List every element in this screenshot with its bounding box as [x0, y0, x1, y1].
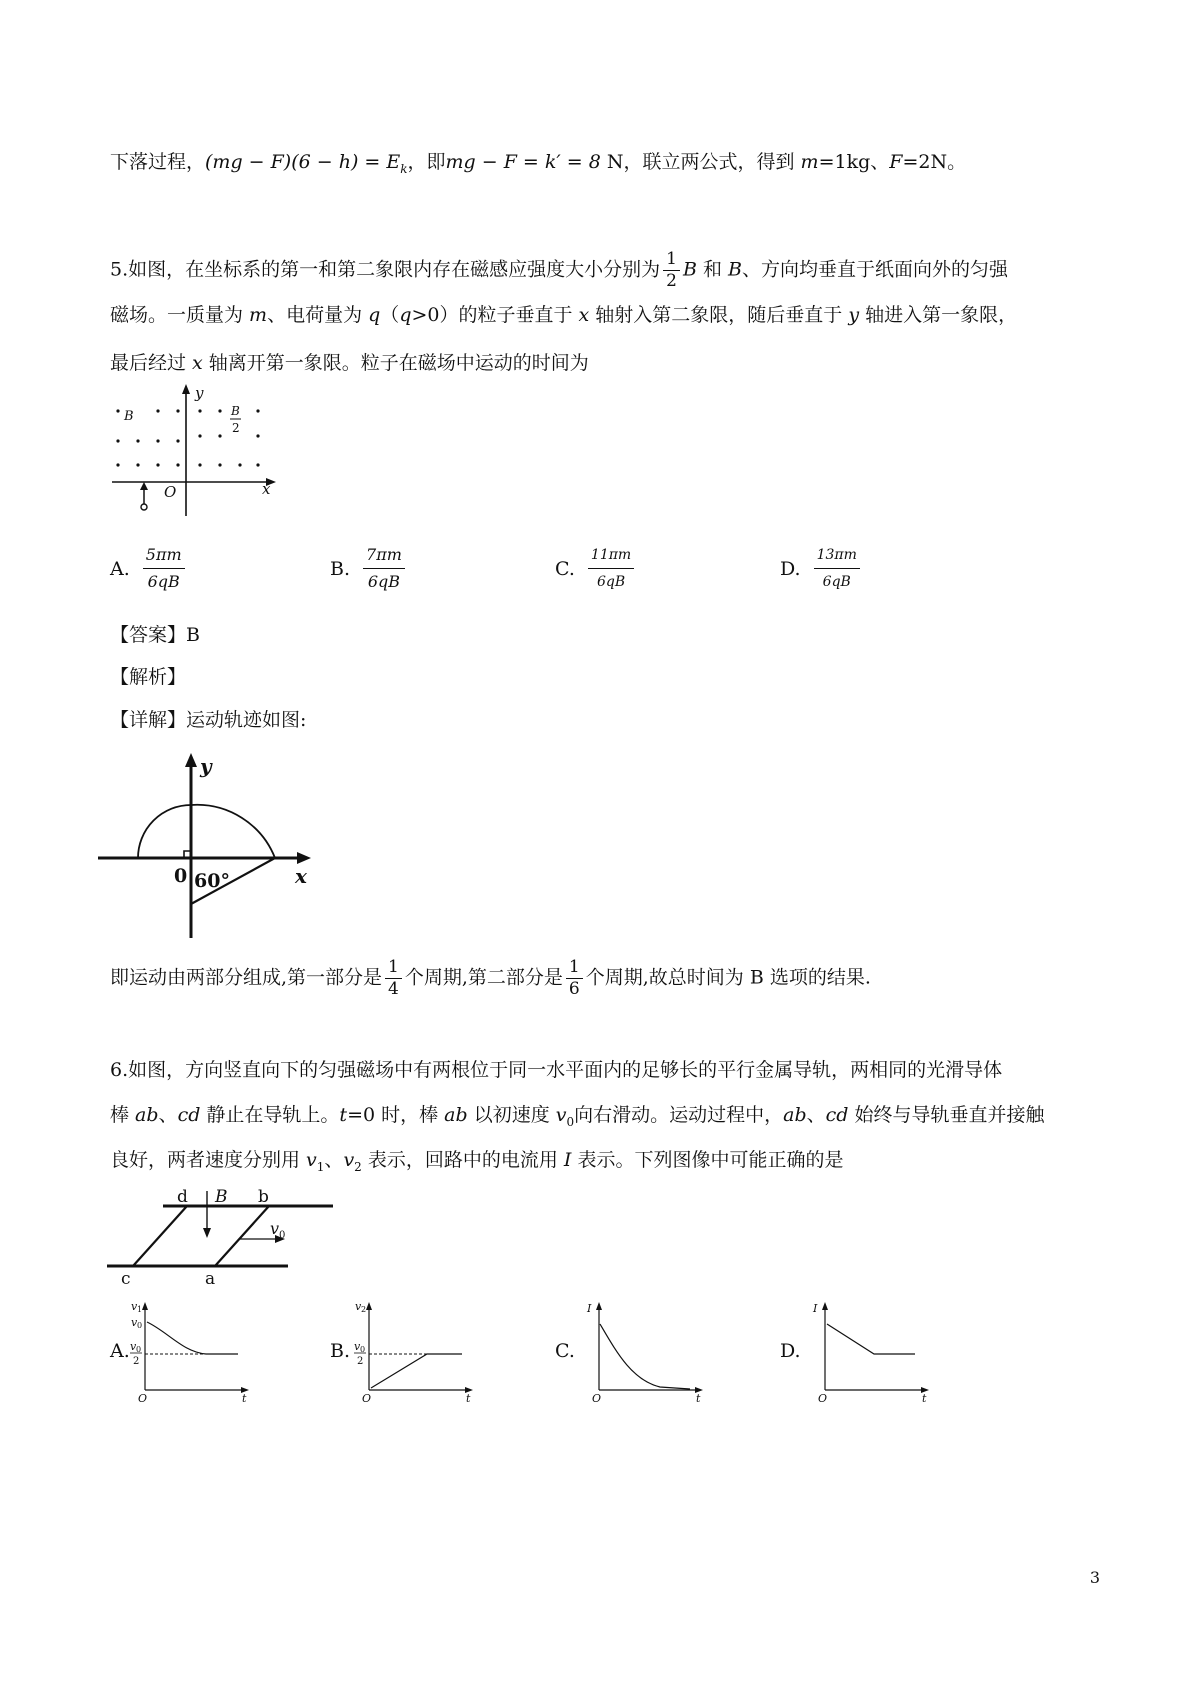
- label-B: B: [215, 1187, 228, 1207]
- svg-text:t: t: [922, 1392, 927, 1405]
- svg-text:O: O: [362, 1392, 372, 1405]
- q6-option-d[interactable]: D.: [780, 1340, 801, 1362]
- svg-text:0: 0: [137, 1321, 143, 1330]
- q5-field-figure: [100, 378, 290, 518]
- svg-text:v: v: [131, 1316, 138, 1329]
- q6-graph-c: [582, 1298, 712, 1405]
- quarter-fraction: $\frac{1}{4}$: [385, 958, 402, 999]
- field-label-B: B: [124, 409, 134, 424]
- q6-stem-line3: 良好，两者速度分别用 $v_1$、$v_2$ 表示，回路中的电流用 I 表示。下列图像中可能正确的是: [110, 1149, 844, 1174]
- svg-text:v: v: [355, 1300, 362, 1313]
- curve-c: [600, 1324, 690, 1389]
- y-axis-label: y: [195, 384, 204, 402]
- curve-b: [371, 1354, 462, 1388]
- origin-label: 0: [174, 865, 188, 887]
- q6-option-b[interactable]: B.: [330, 1340, 351, 1362]
- svg-text:t: t: [696, 1392, 701, 1405]
- q5-analysis-heading: 【解析】: [110, 666, 187, 688]
- svg-text:O: O: [818, 1392, 828, 1405]
- label-a: a: [205, 1269, 216, 1289]
- rod-cd: [133, 1206, 187, 1266]
- svg-text:0: 0: [360, 1345, 366, 1354]
- q5-stem-line2: 磁场。一质量为 m、电荷量为 q（q>0）的粒子垂直于 x 轴射入第二象限，随后垂直于 y 轴进入第一象限，: [110, 304, 1018, 326]
- label-d: d: [177, 1187, 188, 1207]
- quarter-arc: [138, 805, 191, 858]
- svg-text:2: 2: [357, 1356, 364, 1367]
- solution-line-fall: 下落过程，$(mg - F)(6 - h) = E_k$，即mg − F = k′ = 8 N，联立两公式，得到 m=1kg、F=2N。: [110, 151, 967, 176]
- svg-text:I: I: [587, 1302, 592, 1315]
- svg-text:O: O: [592, 1392, 602, 1405]
- q5-option-c[interactable]: C. $\frac{11\pi m}{6qB}$: [555, 543, 637, 594]
- page-number: 3: [1089, 1568, 1100, 1587]
- q5-option-a[interactable]: A. $\frac{5\pi m}{6qB}$: [110, 543, 188, 594]
- q6-rails-figure: [105, 1188, 340, 1288]
- svg-text:t: t: [242, 1392, 247, 1405]
- label-b: b: [258, 1187, 269, 1207]
- svg-text:t: t: [466, 1392, 471, 1405]
- q5-option-b[interactable]: B. $\frac{7\pi m}{6qB}$: [330, 543, 408, 594]
- svg-text:v: v: [354, 1340, 361, 1353]
- curve-a: [147, 1322, 238, 1354]
- q6-stem-line1: 6.如图，方向竖直向下的匀强磁场中有两根位于同一水平面内的足够长的平行金属导轨，两相同的光滑导体: [110, 1059, 1003, 1081]
- label-v0-sub: 0: [279, 1230, 286, 1241]
- q5-trajectory-figure: [98, 748, 328, 943]
- sixth-fraction: $\frac{1}{6}$: [566, 958, 583, 999]
- label-c: c: [121, 1269, 131, 1289]
- svg-text:O: O: [138, 1392, 148, 1405]
- q5-conclusion: 即运动由两部分组成,第一部分是 $\frac{1}{4}$ 个周期,第二部分是 $\frac{1}{6}$ 个周期,故总时间为 B 选项的结果.: [110, 957, 871, 999]
- q6-graph-d: [808, 1298, 938, 1405]
- particle-arrow: [140, 482, 148, 510]
- q6-graph-a: [128, 1298, 258, 1405]
- svg-text:v: v: [131, 1300, 138, 1313]
- x-axis-label: x: [262, 480, 271, 498]
- curve-d: [827, 1324, 915, 1354]
- svg-text:1: 1: [137, 1305, 143, 1314]
- svg-text:0: 0: [136, 1345, 142, 1354]
- field-label-half-num: B: [231, 404, 240, 418]
- q5-stem-line1: 5.如图，在坐标系的第一和第二象限内存在磁感应强度大小分别为 $\frac{1}{2}$ B 和 B、方向均垂直于纸面向外的匀强: [110, 249, 1009, 291]
- second-arc: [191, 805, 275, 858]
- label-v0: v: [270, 1219, 280, 1238]
- y-axis-label: y: [200, 754, 212, 778]
- angle-label: 60°: [194, 870, 230, 892]
- x-axis-label: x: [295, 864, 307, 888]
- svg-text:2: 2: [133, 1356, 140, 1367]
- q6-graph-b: [352, 1298, 482, 1405]
- svg-text:2: 2: [361, 1305, 367, 1314]
- q6-option-a[interactable]: A.: [110, 1340, 130, 1362]
- q6-option-c[interactable]: C.: [555, 1340, 575, 1362]
- q5-option-d[interactable]: D. $\frac{13\pi m}{6qB}$: [780, 543, 863, 594]
- q5-answer: 【答案】B: [110, 624, 200, 646]
- svg-text:I: I: [813, 1302, 818, 1315]
- svg-text:v: v: [130, 1340, 137, 1353]
- half-fraction: $\frac{1}{2}$: [663, 250, 680, 291]
- q6-stem-line2: 棒 ab、cd 静止在导轨上。t=0 时，棒 ab 以初速度 $v_0$向右滑动。运动过程中，ab、cd 始终与导轨垂直并接触: [110, 1104, 1045, 1129]
- field-label-half-den: 2: [232, 421, 240, 435]
- rod-ab: [215, 1206, 269, 1266]
- origin-label: O: [164, 483, 177, 501]
- q5-detail-heading: 【详解】运动轨迹如图:: [110, 709, 307, 731]
- q5-stem-line3: 最后经过 x 轴离开第一象限。粒子在磁场中运动的时间为: [110, 352, 589, 374]
